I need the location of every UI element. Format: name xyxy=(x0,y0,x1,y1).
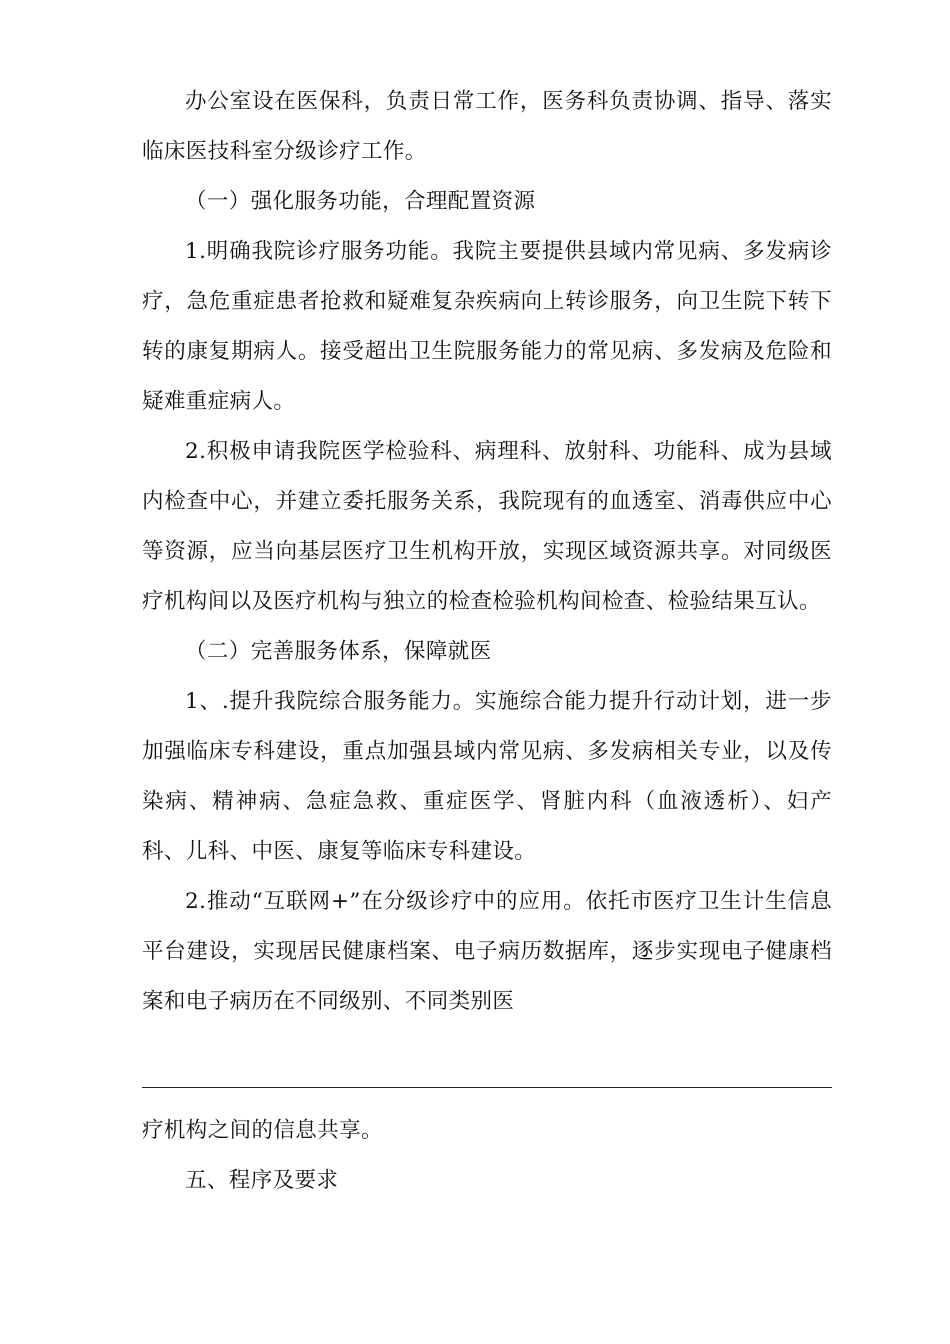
paragraph-internet-plus: 2.推动“互联网+”在分级诊疗中的应用。依托市医疗卫生计生信息平台建设，实现居民健康档案、电子病历数据库，逐步实现电子健康档案和电子病历在不同级别、不同类别医 xyxy=(142,889,832,1014)
paragraph-service-function: 1.明确我院诊疗服务功能。我院主要提供县域内常见病、多发病诊疗，急危重症患者抢救和疑难复杂疾病向上转诊服务，向卫生院下转下转的康复期病人。接受超出卫生院服务能力的常见病、多发病及危险和疑难重症病人。 xyxy=(142,239,832,414)
main-body-text xyxy=(142,77,832,1027)
page-divider xyxy=(142,1087,832,1088)
paragraph-inspection-center: 2.积极申请我院医学检验科、病理科、放射科、功能科、成为县域内检查中心，并建立委托服务关系，我院现有的血透室、消毒供应中心等资源，应当向基层医疗卫生机构开放，实现区域资源共享。对同级医疗机构间以及医疗机构与独立的检查检验机构间检查、检验结果互认。 xyxy=(142,439,832,614)
heading-improve-system: （二）完善服务体系，保障就医 xyxy=(185,639,492,664)
paragraph-office-setup: 办公室设在医保科，负责日常工作，医务科负责协调、指导、落实临床医技科室分级诊疗工作。 xyxy=(142,89,832,164)
continued-body-text xyxy=(142,1106,832,1206)
paragraph-comprehensive-capacity: 1、.提升我院综合服务能力。实施综合能力提升行动计划，进一步加强临床专科建设，重点加强县域内常见病、多发病相关专业，以及传染病、精神病、急症急救、重症医学、肾脏内科（血液透析）、妇产科、儿科、中医、康复等临床专科建设。 xyxy=(142,689,832,864)
heading-procedure: 五、程序及要求 xyxy=(185,1168,339,1193)
paragraph-info-sharing: 疗机构之间的信息共享。 xyxy=(142,1118,383,1143)
heading-strengthen-service: （一）强化服务功能，合理配置资源 xyxy=(185,189,536,214)
